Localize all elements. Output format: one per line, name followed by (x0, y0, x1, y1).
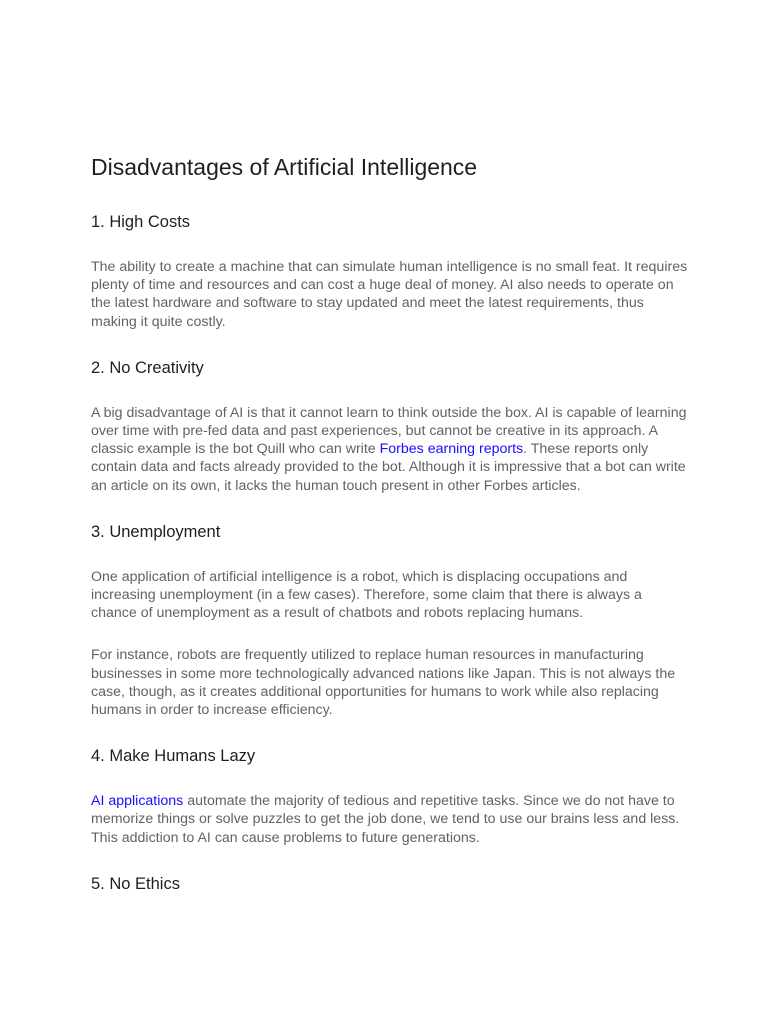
forbes-earning-reports-link[interactable]: Forbes earning reports (379, 441, 524, 458)
paragraph-unemployment-2: For instance, robots are frequently utilized to replace human resources in manufacturing businesses in some more technologically advanced nations like Japan. This is not always the case, though, as it creates additional opportunities for humans to work while also replacing humans in order to increase efficiency. (91, 647, 676, 719)
paragraph-high-costs: The ability to create a machine that can simulate human intelligence is no small feat. It requires plenty of time and resources and can cost a huge deal of money. AI also needs to operate on the latest hardware and software to stay updated and meet the latest requirements, thus making it quite costly. (91, 259, 688, 330)
paragraph-no-creativity (91, 404, 691, 495)
section-heading-unemployment: 3. Unemployment (91, 522, 221, 541)
section-heading-no-creativity: 2. No Creativity (91, 358, 204, 377)
paragraph-text-segment: A big disadvantage of AI is that it cannot learn to think outside the box. AI is capable of learning over time with pre-fed data and past experiences, but cannot be creative in its approach. A classic example is the bot Quill who can write (91, 404, 687, 458)
section-heading-make-humans-lazy: 4. Make Humans Lazy (91, 747, 256, 766)
ai-applications-link[interactable]: AI applications (91, 793, 184, 810)
document-page (91, 152, 691, 895)
paragraph-unemployment-1: One application of artificial intelligence is a robot, which is displacing occupations and increasing unemployment (in a few cases). Therefore, some claim that there is always a chance of unemployment as a result of chatbots and robots replacing humans. (91, 568, 642, 622)
document-title: Disadvantages of Artificial Intelligence (91, 154, 478, 180)
section-heading-no-ethics: 5. No Ethics (91, 874, 180, 893)
paragraph-text-segment: . These reports only contain data and facts already provided to the bot. Although it is impressive that a bot can write an article on its own, it lacks the human touch present in other Forbes articles. (91, 441, 686, 494)
paragraph-text-segment: automate the majority of tedious and repetitive tasks. Since we do not have to memorize things or solve puzzles to get the job done, we tend to use our brains less and less. This addiction to AI can cause problems to future generations. (91, 793, 680, 846)
section-heading-high-costs: 1. High Costs (91, 213, 191, 231)
paragraph-make-humans-lazy (91, 792, 691, 847)
